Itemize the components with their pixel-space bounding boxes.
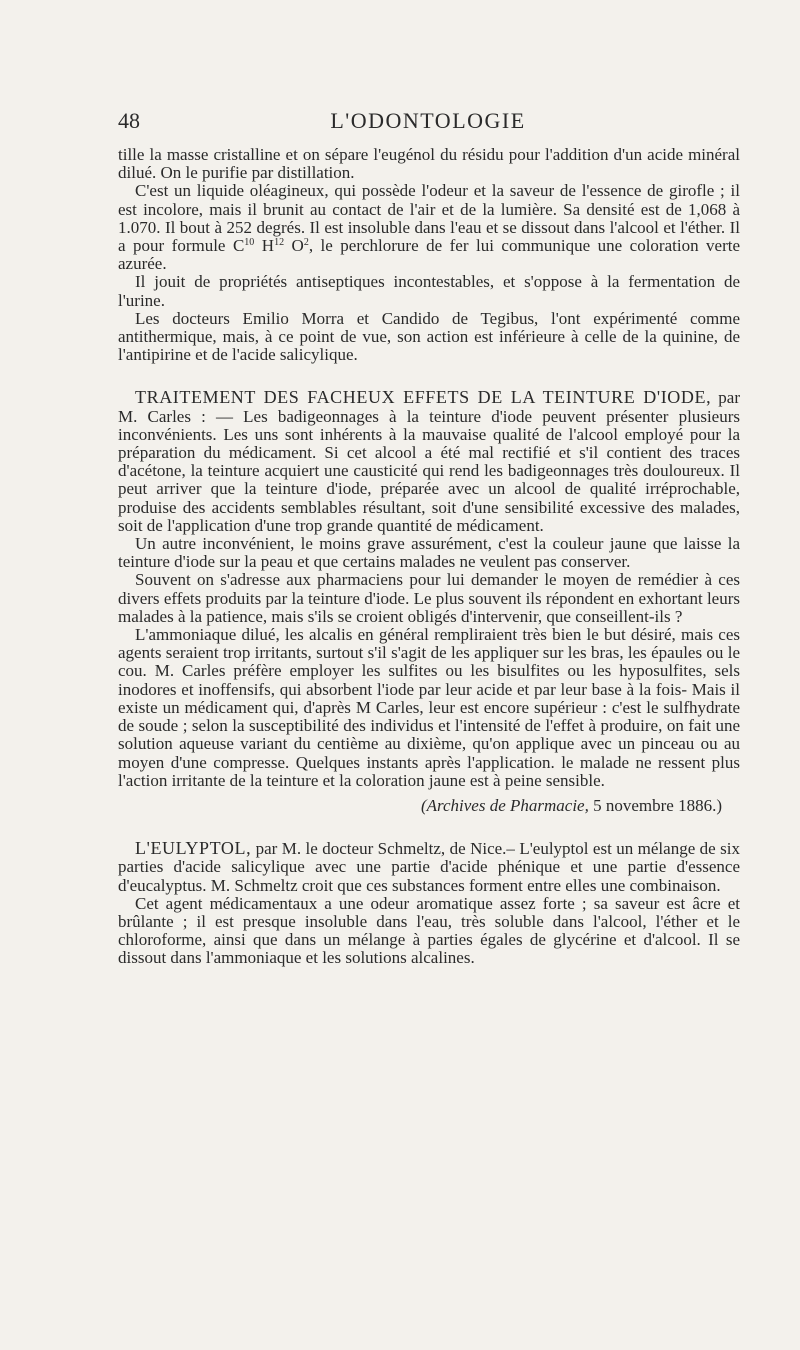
citation-date: 5 novembre 1886.) [588,795,722,815]
paragraph: Cet agent médicamentaux a une odeur aromatique assez forte ; sa saveur est âcre et brûlante ; il est presque insoluble dans l'eau, très soluble dans l'alcool, l'éther et le chloroforme, ainsi que dans un mélange à parties égales de glycérine et d'alcool. Il se dissout dans l'ammoniaque et les solutions alcalines. [118,893,740,968]
page-number: 48 [118,108,140,133]
paragraph: tille la masse cristalline et on sépare l'eugénol du résidu pour l'addition d'un acide minéral dilué. On le purifie par distillation. [118,145,740,183]
paragraph-formula [118,182,740,273]
paragraph: L'ammoniaque dilué, les alcalis en général rempliraient très bien le but désiré, mais ces agents seraient trop irritants, surtout s'il s'agit de les appliquer sur les bras, les épaules ou le cou. M. Carles préfère employer les sulfites ou les bisulfites ou les hyposulfites, sels inodores et inoffensifs, qui absorbent l'iode par leur acide et par leur base à la fois- Mais il existe un médicament qui, d'après M Carles, leur est encore supérieur : c'est le sulfhydrate de soude ; selon la susceptibilité des individus et l'intensité de l'effet à produire, on fait une solution aqueuse variant du centième au dixième, qu'on applique avec un pinceau ou au moyen d'une compresse. Quelques instants après l'application. le malade ne ressent plus l'action irritante de la teinture et la coloration jaune est à peine sensible. [118,625,740,790]
superscript: 12 [274,237,285,249]
paragraph: Un autre inconvénient, le moins grave assurément, c'est la couleur jaune que laisse la teinture d'iode sur la peau et que certains malades ne veulent pas conserver. [118,534,740,572]
superscript: 10 [244,237,255,249]
text-segment: H [254,236,275,256]
running-title: L'ODONTOLOGIE [330,108,526,133]
section-title: L'EULYPTOL, [135,838,252,859]
paragraph: Il jouit de propriétés antiseptiques incontestables, et s'oppose à la fermentation de l'urine. [118,272,740,310]
section-title: TRAITEMENT DES FACHEUX EFFETS DE LA TEINTURE D'IODE, [135,387,712,408]
paragraph: Les docteurs Emilio Morra et Candido de Tegibus, l'ont expérimenté comme antithermique, mais, à ce point de vue, son action est inférieure à celle de la quinine, de l'antipirine et de l'acide salicylique. [118,308,740,365]
body-text [118,146,740,968]
superscript: 2 [303,237,309,249]
text-segment: C'est un liquide oléagineux, qui possède l'odeur et la saveur de l'essence de girofle ; il est incolore, mais il brunit au contact de l'air et de la lumière. Sa densité est de 1,068 à 1.070. Il bout à 252 degrés. Il est insoluble dans l'eau et se dissout dans l'alcool et l'éther. Il a pour formule C [118,181,740,256]
section-gap [118,815,740,839]
citation [118,797,740,815]
paragraph: Souvent on s'adresse aux pharmaciens pour lui demander le moyen de remédier à ces divers effets produits par la teinture d'iode. Le plus souvent ils répondent en exhortant leurs malades à la patience, mais s'ils se croient obligés d'intervenir, que conseillent-ils ? [118,570,740,626]
section-gap [118,364,740,388]
section-paragraph [118,839,740,895]
citation-source: (Archives de Pharmacie, [420,795,589,815]
section-lead: par M. le docteur Schmeltz, de Nice.– L'eulyptol est un mélange de six parties d'acide salicylique avec une partie d'acide phénique et une partie d'essence d'eucalyptus. M. Schmeltz croit que ces substances forment entre elles une combinaison. [118,839,740,895]
text-segment: , le perchlorure de fer lui communique une coloration verte azurée. [118,236,741,274]
text-segment: O [284,236,304,256]
section-lead: par M. Carles : — Les badigeonnages à la teinture d'iode peuvent présenter plusieurs inconvénients. Les uns sont inhérents à la mauvaise qualité de l'alcool employé pour la préparation du médicament. Si cet alcool a été mal rectifié et s'il contient des traces d'acétone, la teinture acquiert une causticité qui rend les badigeonnages très douloureux. Il peut arriver que la teinture d'iode, préparée avec un alcool de qualité irréprochable, produise des accidents semblables résultant, soit d'une sensibilité excessive des malades, soit de l'application d'une trop grande quantité de médicament. [118,388,740,535]
page-header [118,108,738,138]
section-paragraph [118,388,740,535]
